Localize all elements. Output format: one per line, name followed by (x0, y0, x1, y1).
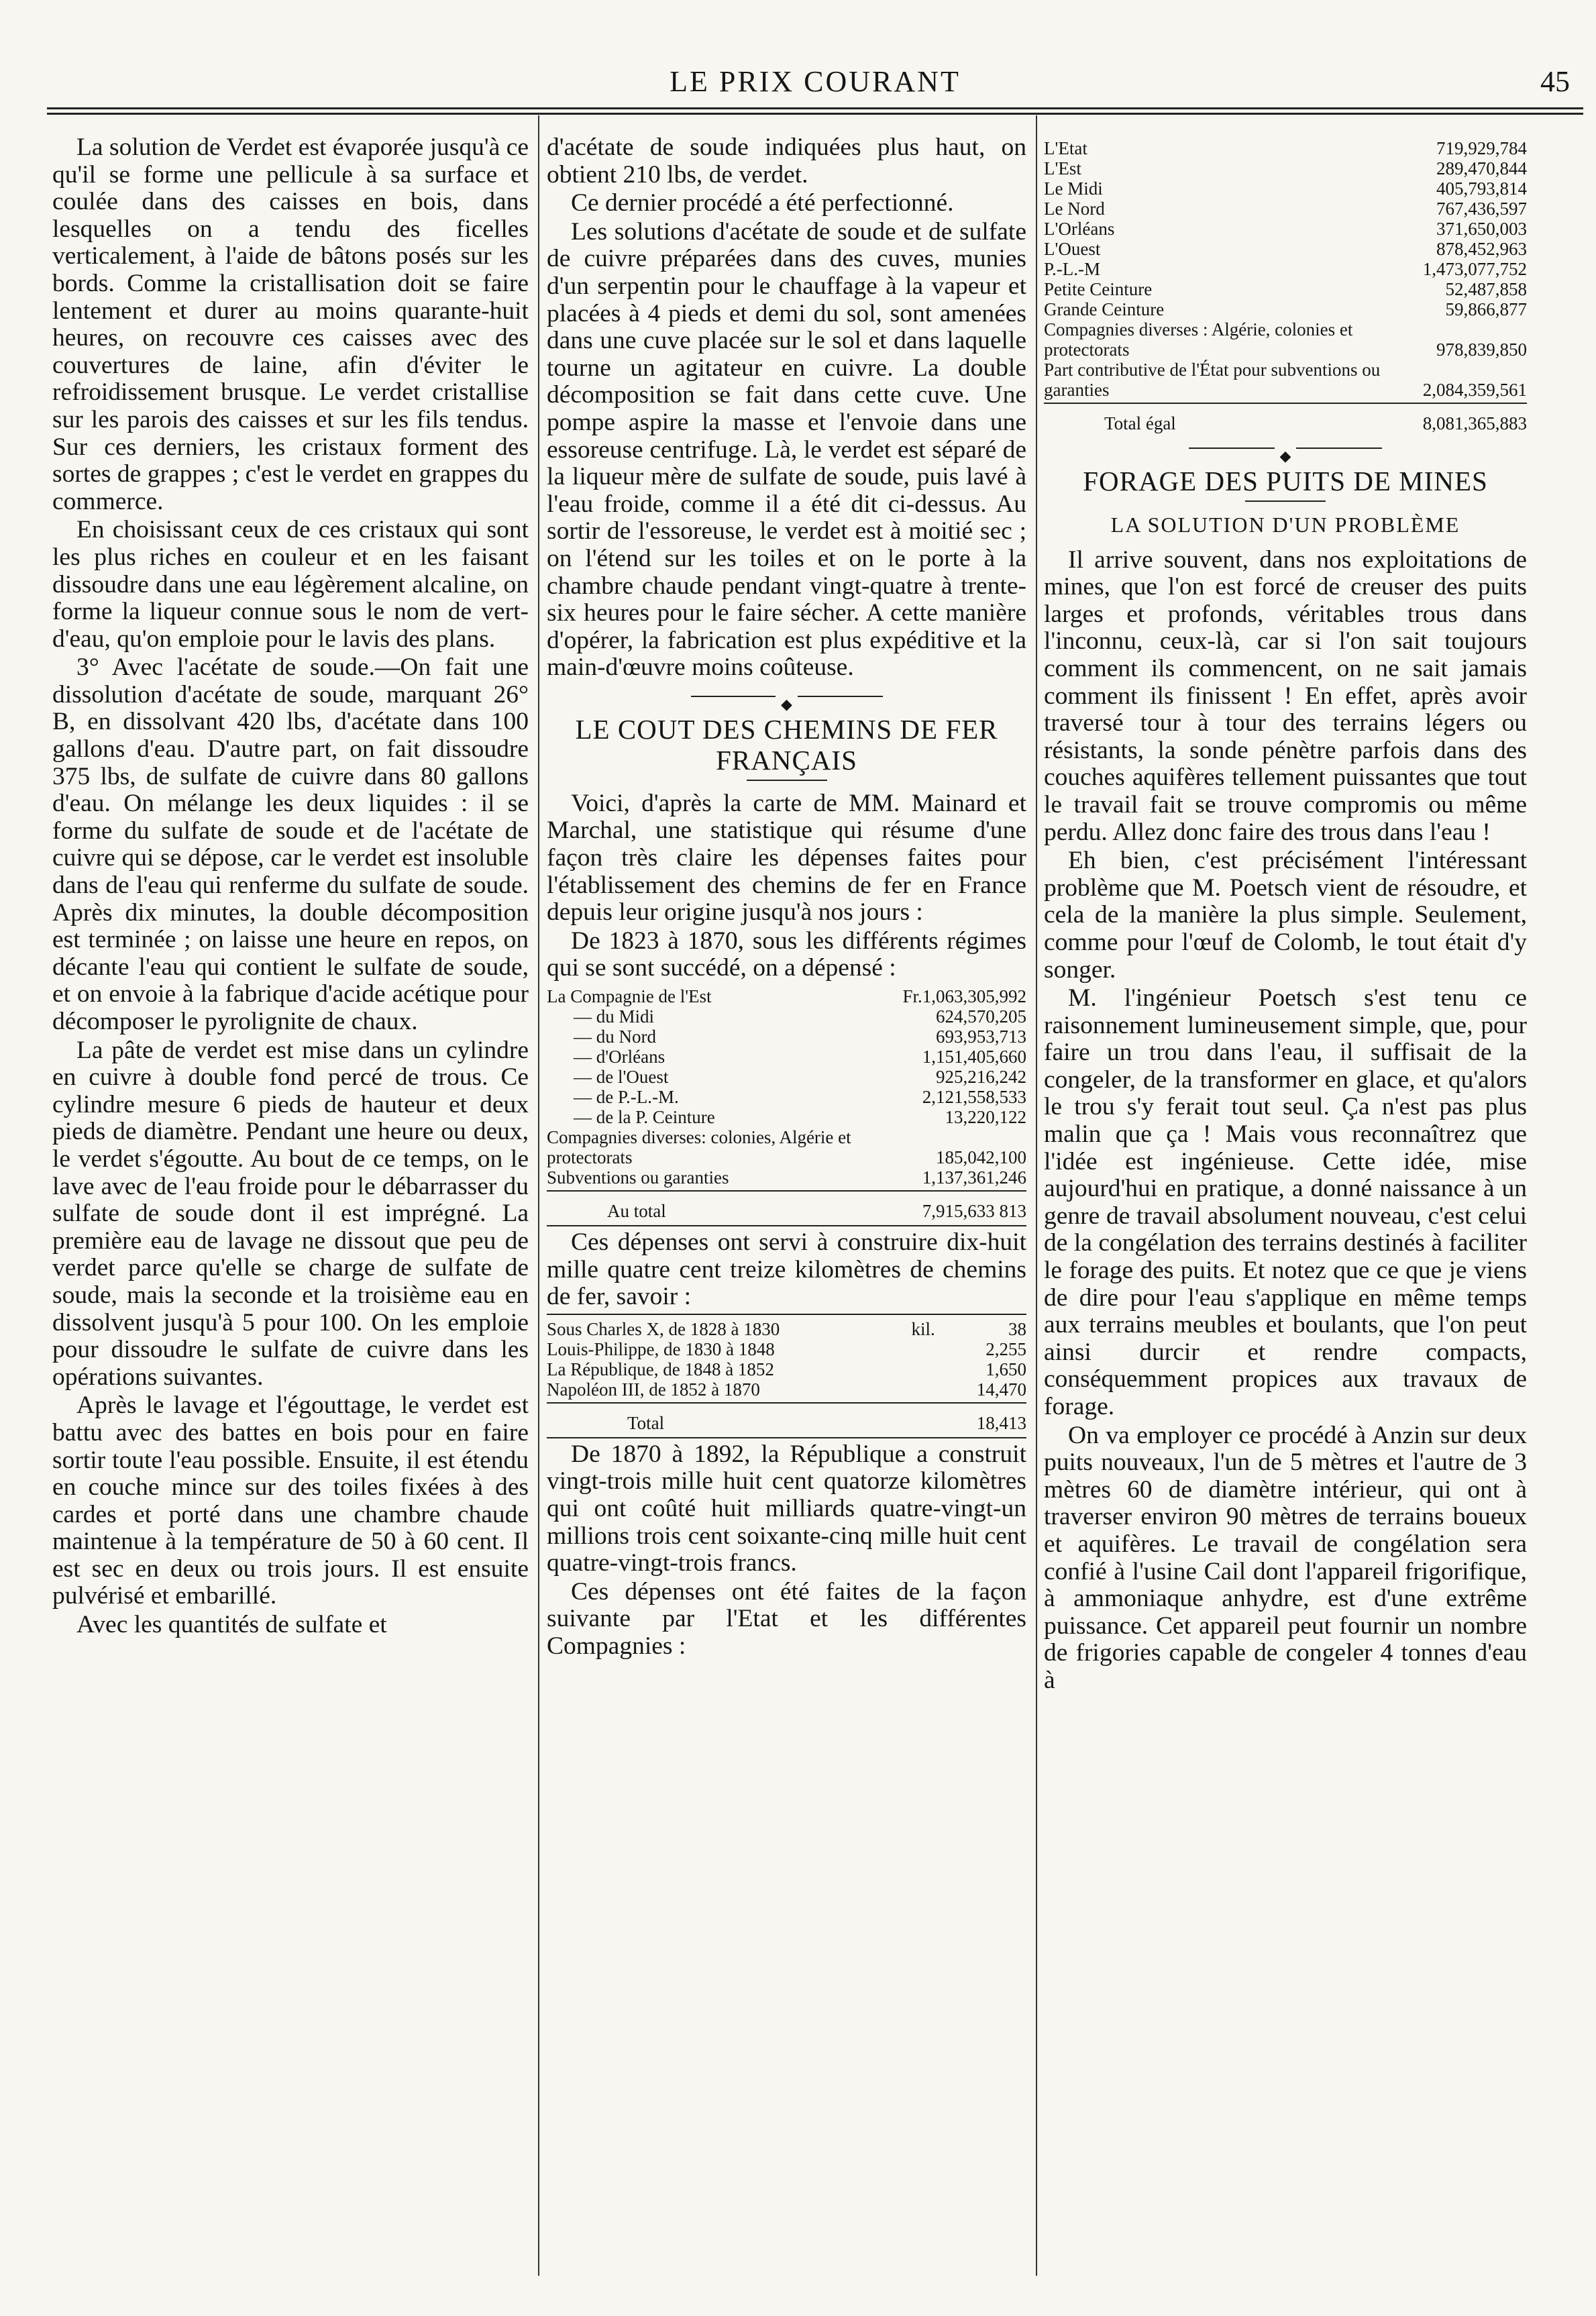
table-row (1044, 279, 1527, 299)
row-value: 978,839,850 (1436, 339, 1527, 360)
paragraph: La solution de Verdet est évaporée jusqu'à ce qu'il se forme une pellicule à sa surface et coulée dans des caisses en bois, dans lesquelles on a tendu des ficelles verticalement, à l'aide de bâtons posés sur les bords. Comme la cristallisation doit se faire lentement et durer au moins quarante-huit heures, on recouvre ces caisses avec des couvertures de laine, afin d'éviter le refroidissement brusque. Le verdet cristallise sur les parois des caisses et sur les fils tendus. Sur ces derniers, les cristaux forment des sortes de grappes ; c'est le verdet en grappes du commerce. (52, 134, 529, 515)
table-row (547, 1319, 1026, 1339)
row-value: 2,084,359,561 (1422, 380, 1527, 400)
paragraph: Ces dépenses ont été faites de la façon suivante par l'Etat et les différentes Compagnies : (547, 1577, 1026, 1660)
paragraph: En choisissant ceux de ces cristaux qui sont les plus riches en couleur et en les faisant dissoudre dans une eau légèrement alcaline, on forme la liqueur connue sous le nom de vert-d'eau, qu'on emploie pour le lavis des plans. (52, 516, 529, 653)
table-row (1044, 138, 1527, 158)
row-value: 719,929,784 (1436, 138, 1527, 158)
paragraph: De 1870 à 1892, la République a construit vingt-trois mille huit cent quatorze kilomètres qui ont coûté huit milliards quatre-vingt-un millions trois cent soixante-cinq mille huit cent quatre-vingt-trois francs. (547, 1440, 1026, 1577)
table-row (547, 1047, 1026, 1067)
table-row (547, 1067, 1026, 1087)
row-label: Compagnies diverses : Algérie, colonies et protectorats (1044, 319, 1353, 360)
row-value: 1,151,405,660 (922, 1047, 1026, 1067)
row-label: — de la P. Ceinture (574, 1107, 715, 1128)
row-label: Petite Ceinture (1044, 279, 1153, 299)
row-label: L'Orléans (1044, 219, 1115, 239)
total-label: Total (627, 1412, 665, 1433)
row-label: L'Ouest (1044, 239, 1101, 259)
column-divider (538, 115, 539, 2276)
row-label: — de P.-L.-M. (574, 1087, 679, 1108)
row-label: — du Midi (574, 1006, 655, 1027)
section-separator: ◆ (1044, 440, 1527, 456)
page-header (47, 64, 1583, 105)
row-label: — d'Orléans (574, 1047, 666, 1067)
paragraph: Après le lavage et l'égouttage, le verdet est battu avec des battes en bois pour en faire sortir toute l'eau possible. Ensuite, il est étendu en couche mince sur des toiles fixées à des cardes et porté dans une chambre chaude maintenue à la température de 50 à 60 cent. Il est sec en deux ou trois jours. Il est ensuite pulvérisé et embarillé. (52, 1391, 529, 1610)
table-total-row (547, 1194, 1026, 1221)
paragraph: La pâte de verdet est mise dans un cylindre en cuivre à double fond percé de trous. Ce cylindre mesure 6 pieds de hauteur et deux pieds de diamètre. Pendant une heure ou deux, le verdet s'égoutte. Au bout de ce temps, on le lave avec de l'eau froide pour le débarrasser du sulfate de soude dont il est imprégné. La première eau de lavage ne dissout que peu de verdet parce qu'elle se charge de sulfate de soude, mais la seconde et la troisième eau en dissolvent jusqu'à 5 pour 100. On les emploie pour dissoudre le sulfate de cuivre dans les opérations suivantes. (52, 1036, 529, 1391)
row-value: 185,042,100 (936, 1147, 1026, 1168)
paragraph: On va employer ce procédé à Anzin sur deux puits nouveaux, l'un de 5 mètres et l'autre de 3 mètres 60 de diamètre intérieur, qui ont à traverser environ 90 mètres de terrains boueux et aquifères. Le travail de congélation sera confié à l'usine Cail dont l'appareil frigorifique, à ammoniaque anhydre, est d'une extrême puissance. Cet appareil peut fournir un nombre de frigories capable de congeler 4 tonnes d'eau à (1044, 1421, 1527, 1694)
table-row (1044, 360, 1527, 400)
row-unit: kil. (911, 1318, 935, 1339)
row-value: 38 (1008, 1318, 1026, 1339)
paragraph: Il arrive souvent, dans nos exploitations de mines, que l'on est forcé de creuser des puits larges et profonds, véritables trous dans l'inconnu, ceux-là, car si l'on sait toujours comment ils commencent, on ne sait jamais comment ils finissent ! En effet, après avoir traversé tour à tour des terrains légers ou résistants, la sonde pénètre parfois dans des couches aquifères tellement puissantes que tout le travail fait se trouve compromis ou même perdu. Allez donc faire des trous dans l'eau ! (1044, 545, 1527, 846)
page-number: 45 (1540, 65, 1570, 98)
row-label: Sous Charles X, de 1828 à 1830 (547, 1318, 780, 1339)
table-rule (547, 1402, 1026, 1404)
total-value: 8,081,365,883 (1422, 413, 1527, 433)
company-expenses-table (1044, 138, 1527, 433)
row-label: — du Nord (574, 1027, 656, 1047)
row-label: — de l'Ouest (574, 1067, 669, 1088)
paragraph: Eh bien, c'est précisément l'intéressant problème que M. Poetsch vient de résoudre, et cela de la manière la plus simple. Seulement, comme pour l'œuf de Colomb, le tout était d'y songer. (1044, 847, 1527, 984)
row-currency: Fr. (902, 986, 922, 1007)
row-label: Part contributive de l'État pour subventions ou garanties (1044, 360, 1381, 400)
table-row (547, 1167, 1026, 1188)
column-2 (547, 134, 1026, 2281)
section-title-mines: FORAGE DES PUITS DE MINES (1083, 466, 1488, 496)
row-value: 13,220,122 (945, 1107, 1026, 1128)
table-row (547, 1006, 1026, 1027)
column-1 (52, 134, 529, 2281)
paragraph: Ces dépenses ont servi à construire dix-huit mille quatre cent treize kilomètres de chemins de fer, savoir : (547, 1228, 1026, 1311)
title-rule (747, 780, 827, 781)
table-rule (1044, 403, 1527, 404)
row-value: 59,866,877 (1445, 299, 1527, 319)
table-row (1044, 319, 1527, 360)
title-rule (1245, 501, 1326, 502)
row-value: 878,452,963 (1436, 239, 1527, 259)
row-value: 1,473,077,752 (1422, 259, 1527, 279)
table-row (1044, 299, 1527, 319)
column-3 (1044, 134, 1527, 2281)
row-value: 405,793,814 (1436, 178, 1527, 199)
paragraph: Avec les quantités de sulfate et (76, 1611, 387, 1639)
row-label: L'Etat (1044, 138, 1087, 158)
table-total-row (547, 1406, 1026, 1433)
row-label: Louis-Philippe, de 1830 à 1848 (547, 1338, 775, 1359)
total-value: 7,915,633 813 (922, 1201, 1026, 1222)
table-row (547, 1339, 1026, 1359)
row-label: L'Est (1044, 158, 1081, 178)
table-row (547, 1379, 1026, 1400)
table-row (1044, 219, 1527, 239)
paragraph: M. l'ingénieur Poetsch s'est tenu ce raisonnement lumineusement simple, que, pour faire un trou dans l'eau, il suffisait de la congeler, de la transformer en glace, et qu'alors le trou s'y ferait tout seul. Ça n'est pas plus malin que ça ! Mais vous reconnaîtrez que l'idée est ingénieuse. Cette idée, mise aujourd'hui en pratique, a donné naissance à un genre de travail absolument nouveau, c'est celui de la congélation des terrains destinés à faciliter le forage des puits. Et notez que ce que je viens de dire pour l'eau s'applique en même temps aux terrains meubles et boulants, que l'on peut ainsi durcir et rendre compacts, conséquemment propices aux travaux de forage. (1044, 984, 1527, 1420)
row-label: Grande Ceinture (1044, 299, 1165, 319)
header-rule (47, 107, 1583, 109)
column-divider (1036, 115, 1037, 2276)
row-value: 624,570,205 (936, 1006, 1026, 1027)
row-value: 289,470,844 (1436, 158, 1527, 178)
paragraph: d'acétate de soude indiquées plus haut, on obtient 210 lbs, de verdet. (547, 134, 1026, 189)
section-title-railways: LE COUT DES CHEMINS DE FER FRANÇAIS (575, 713, 998, 776)
row-label: La Compagnie de l'Est (547, 986, 712, 1007)
table-row (547, 1107, 1026, 1127)
table-row (547, 1087, 1026, 1107)
table-row (1044, 259, 1527, 279)
row-value: 925,216,242 (936, 1067, 1026, 1088)
total-label: Au total (607, 1201, 666, 1222)
paragraph: De 1823 à 1870, sous les différents régimes qui se sont succédé, on a dépensé : (547, 927, 1026, 982)
row-value: 1,650 (986, 1359, 1026, 1379)
table-row (1044, 199, 1527, 219)
railway-km-table (547, 1319, 1026, 1433)
table-row (547, 1359, 1026, 1379)
row-label: P.-L.-M (1044, 259, 1101, 279)
row-value: 1,137,361,246 (922, 1167, 1026, 1188)
row-value: 767,436,597 (1436, 199, 1527, 219)
table-row (547, 1127, 1026, 1167)
row-value: 52,487,858 (1445, 279, 1527, 299)
row-label: Napoléon III, de 1852 à 1870 (547, 1379, 760, 1400)
paragraph: 3° Avec l'acétate de soude.—On fait une dissolution d'acétate de soude, marquant 26° B, en dissolvant 420 lbs, d'acétate dans 100 gallons d'eau. D'autre part, on fait dissoudre 375 lbs, de sulfate de cuivre dans 80 gallons d'eau. On mélange les deux liquides : il se forme du sulfate de soude et de l'acétate de cuivre qui se dépose, car le verdet est insoluble dans de l'eau qui renferme du sulfate de soude. Après dix minutes, la double décomposition est terminée ; on laisse une heure en repos, on décante l'eau qui contient le sulfate de soude, et on envoie à la fabrique d'acide acétique pour décomposer le pyrolignite de chaux. (52, 653, 529, 1035)
railway-costs-table (547, 986, 1026, 1221)
row-label: Compagnies diverses: colonies, Algérie et protectorats (547, 1127, 851, 1168)
paragraph: Les solutions d'acétate de soude et de sulfate de cuivre préparées dans des cuves, munies d'un serpentin pour le chauffage à la vapeur et placées à 4 pieds et demi du sol, sont amenées dans une cuve placée sur le sol et dans laquelle tourne un agitateur en cuivre. La double décomposition se fait dans cette cuve. Une pompe aspire la masse et l'envoie dans une essoreuse centrifuge. Là, le verdet est séparé de la liqueur mère de sulfate de soude, puis lavé à l'eau froide, comme il a été dit ci-dessus. Au sortir de l'essoreuse, le verdet est à moitié sec ; on l'étend sur les toiles et on le porte à la chambre chaude pendant vingt-quatre à trente-six heures pour le faire sécher. A cette manière d'opérer, la fabrication est plus expéditive et la main-d'œuvre moins coûteuse. (547, 217, 1026, 682)
total-label: Total égal (1104, 413, 1176, 433)
table-total-row (1044, 407, 1527, 433)
row-label: Le Midi (1044, 178, 1103, 199)
newspaper-title: LE PRIX COURANT (670, 65, 961, 98)
row-value: 14,470 (976, 1379, 1026, 1400)
table-rule (547, 1225, 1026, 1226)
section-subtitle: LA SOLUTION D'UN PROBLÈME (1110, 513, 1460, 537)
table-rule (547, 1437, 1026, 1438)
paragraph: Voici, d'après la carte de MM. Mainard et Marchal, une statistique qui résume d'une façon très claire les dépenses faites pour l'établissement des chemins de fer en France depuis leur origine jusqu'à nos jours : (547, 789, 1026, 927)
row-value: 371,650,003 (1436, 219, 1527, 239)
table-row (1044, 178, 1527, 199)
section-separator: ◆ (547, 688, 1026, 704)
table-rule (547, 1190, 1026, 1192)
row-value: 2,255 (986, 1338, 1026, 1359)
table-row (1044, 158, 1527, 178)
paragraph: Ce dernier procédé a été perfectionné. (571, 189, 954, 217)
row-label: Le Nord (1044, 199, 1105, 219)
table-row (547, 986, 1026, 1006)
table-row (1044, 239, 1527, 259)
row-label: Subventions ou garanties (547, 1167, 729, 1188)
row-value: 693,953,713 (936, 1027, 1026, 1047)
row-value: 1,063,305,992 (922, 986, 1026, 1007)
table-rule (547, 1314, 1026, 1315)
row-value: 2,121,558,533 (922, 1087, 1026, 1108)
header-rule-2 (47, 113, 1583, 115)
row-label: La République, de 1848 à 1852 (547, 1359, 774, 1379)
total-value: 18,413 (976, 1412, 1026, 1433)
table-row (547, 1027, 1026, 1047)
